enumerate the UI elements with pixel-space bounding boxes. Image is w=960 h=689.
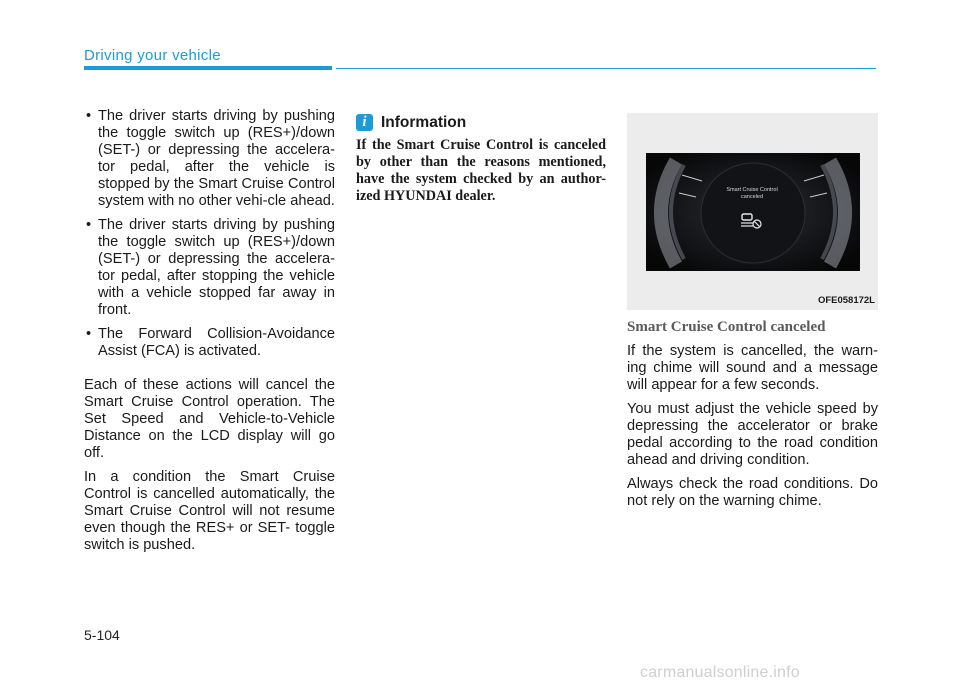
cancel-conditions-list (84, 108, 335, 360)
info-icon: i (356, 114, 373, 131)
paragraph: If the system is cancelled, the warn-ing chime will sound and a message will appear for a few seconds. (627, 343, 878, 393)
page-number: 5-104 (84, 627, 120, 643)
figure-code: OFE058172L (817, 295, 875, 306)
paragraph: You must adjust the vehicle speed by depressing the accelerator or brake pedal according to the road condition ahead and driving condition. (627, 401, 878, 468)
instrument-cluster-image (646, 153, 860, 271)
paragraph: Each of these actions will cancel the Smart Cruise Control operation. The Set Speed and Vehicle-to-Vehicle Distance on the LCD display will go off. (84, 377, 335, 461)
list-item: • The driver starts driving by pushing the toggle switch up (RES+)/down (SET-) or depressing the accelera-tor pedal, after the vehicle is stopped by the Smart Cruise Control system with no other vehi-cle ahead. (86, 108, 335, 209)
header-rule-thick (84, 66, 332, 70)
list-item: • The Forward Collision-Avoidance Assist (FCA) is activated. (86, 326, 335, 359)
paragraph: In a condition the Smart Cruise Control is cancelled automatically, the Smart Cruise Control will not resume even though the RES+ or SET- toggle switch is pushed. (84, 469, 335, 553)
right-column (627, 113, 878, 517)
section-title: Driving your vehicle (84, 47, 221, 64)
info-box (356, 114, 606, 205)
subheading: Smart Cruise Control canceled (627, 319, 826, 335)
list-item: • The driver starts driving by pushing the toggle switch up (RES+)/down (SET-) or depressing the accelera-tor pedal, after stopping the vehicle with a vehicle stopped far away in front. (86, 217, 335, 318)
paragraph: Always check the road conditions. Do not rely on the warning chime. (627, 476, 878, 509)
cluster-figure (627, 113, 878, 310)
watermark: carmanualsonline.info (640, 664, 800, 681)
scc-canceled-icon (739, 212, 763, 230)
cluster-message: Smart Cruise Control canceled (726, 187, 778, 200)
info-title: Information (381, 114, 467, 131)
info-body: If the Smart Cruise Control is canceled by other than the reasons mentioned, have the system checked by an author-ized HYUNDAI dealer. (356, 137, 606, 204)
left-column (84, 108, 335, 561)
header-rule-thin (336, 68, 876, 69)
